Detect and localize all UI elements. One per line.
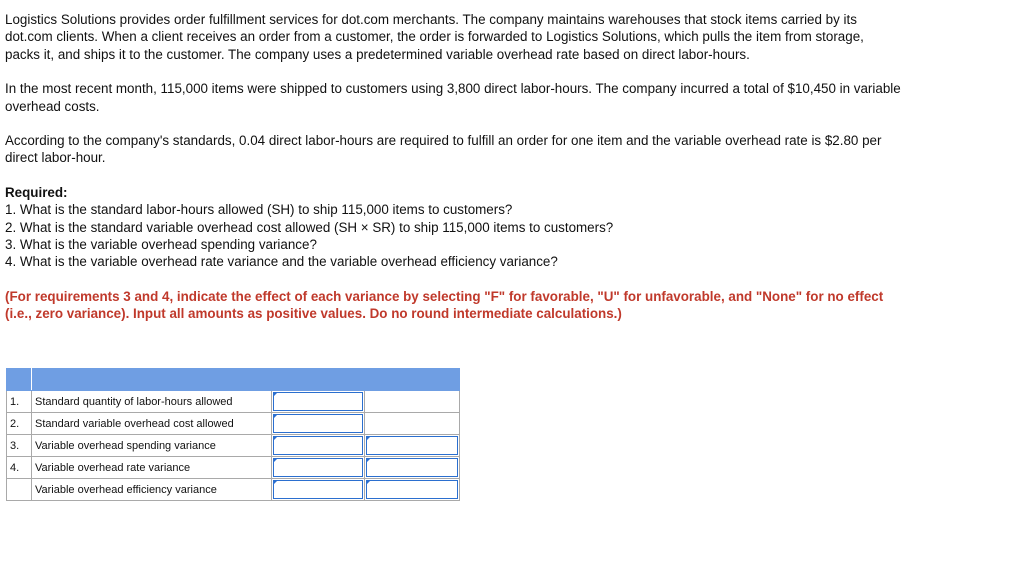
- intro-paragraph: Logistics Solutions provides order fulfillment services for dot.com merchants. The company maintains warehouses that stock items carried by its dot.com clients. When a client receives an order from a customer, the order is forwarded to Logistics Solutions, which pulls the item from storage, packs it, and ships it to the customer. The company uses a predetermined variable overhead rate based on direct labor-hours.: [5, 12, 864, 62]
- effect-select[interactable]: [366, 458, 458, 477]
- caret-icon: [273, 414, 278, 419]
- problem-content: [5, 11, 1005, 323]
- instruction-text: (For requirements 3 and 4, indicate the effect of each variance by selecting "F" for favorable, "U" for unfavorable, and "None" for no effect (i.e., zero variance). Input all amounts as positive values. Do no round intermediate calculations.): [5, 288, 884, 322]
- row-label: Variable overhead efficiency variance: [32, 479, 272, 501]
- table-row: [7, 435, 460, 457]
- row-number: [7, 479, 32, 501]
- required-item-2: 2. What is the standard variable overhead cost allowed (SH × SR) to ship 115,000 items to customers?: [5, 219, 614, 235]
- required-item-3: 3. What is the variable overhead spending variance?: [5, 237, 317, 253]
- header-cell: [32, 369, 272, 391]
- empty-cell: [365, 413, 460, 435]
- caret-icon: [273, 436, 278, 441]
- effect-select[interactable]: [366, 436, 458, 455]
- row-number: 3.: [7, 435, 32, 457]
- amount-input[interactable]: [273, 414, 363, 433]
- required-heading: Required:: [5, 184, 68, 200]
- table-row: [7, 391, 460, 413]
- amount-input[interactable]: [273, 392, 363, 411]
- caret-icon: [273, 458, 278, 463]
- amount-input-cell[interactable]: [272, 479, 365, 501]
- answer-table: [6, 368, 460, 501]
- amount-input-cell[interactable]: [272, 413, 365, 435]
- effect-select-cell[interactable]: [365, 457, 460, 479]
- amount-input-cell[interactable]: [272, 391, 365, 413]
- effect-select-cell[interactable]: [365, 435, 460, 457]
- row-label: Variable overhead spending variance: [32, 435, 272, 457]
- required-item-4: 4. What is the variable overhead rate variance and the variable overhead efficiency variance?: [5, 254, 558, 270]
- caret-icon: [273, 480, 278, 485]
- standards-paragraph: According to the company's standards, 0.04 direct labor-hours are required to fulfill an order for one item and the variable overhead rate is $2.80 per direct labor-hour.: [5, 133, 882, 166]
- required-section: [5, 184, 1005, 271]
- header-cell: [272, 369, 365, 391]
- caret-icon: [366, 458, 371, 463]
- caret-icon: [366, 436, 371, 441]
- table-row: [7, 457, 460, 479]
- amount-input-cell[interactable]: [272, 457, 365, 479]
- row-number: 2.: [7, 413, 32, 435]
- effect-select-cell[interactable]: [365, 479, 460, 501]
- month-paragraph: In the most recent month, 115,000 items were shipped to customers using 3,800 direct labor-hours. The company incurred a total of $10,450 in variable overhead costs.: [5, 81, 901, 114]
- amount-input[interactable]: [273, 480, 363, 499]
- table-row: [7, 413, 460, 435]
- row-number: 4.: [7, 457, 32, 479]
- header-cell: [365, 369, 460, 391]
- caret-icon: [366, 480, 371, 485]
- row-label: Standard quantity of labor-hours allowed: [32, 391, 272, 413]
- row-label: Variable overhead rate variance: [32, 457, 272, 479]
- required-item-1: 1. What is the standard labor-hours allowed (SH) to ship 115,000 items to customers?: [5, 202, 513, 218]
- table-header-row: [7, 369, 460, 391]
- amount-input[interactable]: [273, 436, 363, 455]
- header-cell: [7, 369, 32, 391]
- row-number: 1.: [7, 391, 32, 413]
- row-label: Standard variable overhead cost allowed: [32, 413, 272, 435]
- empty-cell: [365, 391, 460, 413]
- amount-input[interactable]: [273, 458, 363, 477]
- amount-input-cell[interactable]: [272, 435, 365, 457]
- table-row: [7, 479, 460, 501]
- effect-select[interactable]: [366, 480, 458, 499]
- caret-icon: [273, 392, 278, 397]
